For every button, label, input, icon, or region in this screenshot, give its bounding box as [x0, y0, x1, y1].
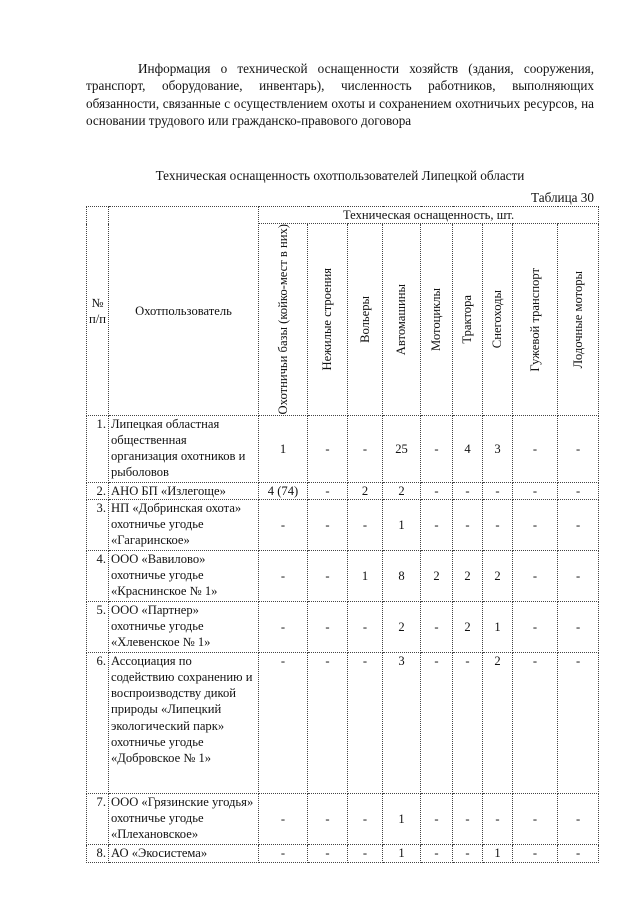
value-cell: 8	[383, 550, 421, 601]
user-name: Липецкая областная общественная организация охотников и рыболовов	[109, 415, 259, 482]
value-cell: -	[421, 652, 453, 793]
row-number: 1.	[87, 415, 109, 482]
value-cell: -	[308, 415, 348, 482]
header-group: Техническая оснащенность, шт.	[259, 207, 599, 224]
value-cell: 2	[483, 550, 513, 601]
value-cell: -	[513, 482, 558, 499]
value-cell: -	[558, 793, 599, 844]
value-cell: -	[308, 499, 348, 550]
value-cell: -	[558, 499, 599, 550]
user-name: ООО «Вавилово» охотничье угодье «Краснинское № 1»	[109, 550, 259, 601]
user-name: ООО «Грязинские угодья» охотничье угодье «Плехановское»	[109, 793, 259, 844]
col-header: Вольеры	[348, 224, 383, 415]
value-cell: -	[308, 482, 348, 499]
value-cell: 3	[383, 652, 421, 793]
value-cell: -	[453, 499, 483, 550]
value-cell: -	[259, 652, 308, 793]
value-cell: 25	[383, 415, 421, 482]
user-name: Ассоциация по содействию сохранению и воспроизводству дикой природы «Липецкий экологический парк» охотничье угодье «Добровское № 1»	[109, 652, 259, 793]
header-user: Охотпользователь	[109, 207, 259, 416]
table-row	[87, 793, 599, 844]
value-cell: -	[513, 415, 558, 482]
col-header: Трактора	[453, 224, 483, 415]
value-cell: -	[421, 793, 453, 844]
table-row	[87, 415, 599, 482]
value-cell: -	[453, 844, 483, 862]
col-header: Нежилые строения	[308, 224, 348, 415]
value-cell: 2	[348, 482, 383, 499]
value-cell: -	[513, 601, 558, 652]
value-cell: -	[308, 793, 348, 844]
value-cell: 1	[348, 550, 383, 601]
value-cell: -	[348, 652, 383, 793]
value-cell: -	[259, 499, 308, 550]
intro-paragraph: Информация о технической оснащенности хозяйств (здания, сооружения, транспорт, оборудование, инвентарь), численность работников, выполняющих обязанности, связанные с осуществлением охоты и сохранением охотничьих ресурсов, на основании трудового или гражданско-правового договора	[86, 61, 594, 129]
value-cell: -	[513, 499, 558, 550]
col-header: Гужевой транспорт	[513, 224, 558, 415]
value-cell: -	[421, 415, 453, 482]
value-cell: -	[259, 844, 308, 862]
row-number: 4.	[87, 550, 109, 601]
col-header: Мотоциклы	[421, 224, 453, 415]
user-name: АНО БП «Излегоще»	[109, 482, 259, 499]
value-cell: 3	[483, 415, 513, 482]
value-cell: -	[421, 482, 453, 499]
value-cell: 1	[483, 844, 513, 862]
row-number: 7.	[87, 793, 109, 844]
user-name: АО «Экосистема»	[109, 844, 259, 862]
value-cell: 4	[453, 415, 483, 482]
value-cell: -	[483, 499, 513, 550]
value-cell: -	[348, 415, 383, 482]
value-cell: 2	[453, 550, 483, 601]
value-cell: 2	[453, 601, 483, 652]
value-cell: 2	[421, 550, 453, 601]
value-cell: -	[483, 793, 513, 844]
value-cell: 2	[383, 601, 421, 652]
table-row	[87, 652, 599, 793]
value-cell: -	[421, 499, 453, 550]
value-cell: -	[421, 601, 453, 652]
value-cell: 1	[383, 844, 421, 862]
value-cell: 2	[383, 482, 421, 499]
row-number: 6.	[87, 652, 109, 793]
value-cell: -	[259, 793, 308, 844]
row-number: 5.	[87, 601, 109, 652]
col-header: Лодочные моторы	[558, 224, 599, 415]
user-name: НП «Добринская охота» охотничье угодье «Гагаринское»	[109, 499, 259, 550]
value-cell: -	[558, 415, 599, 482]
value-cell: -	[308, 844, 348, 862]
value-cell: -	[348, 844, 383, 862]
value-cell: -	[453, 482, 483, 499]
value-cell: -	[558, 550, 599, 601]
row-number: 3.	[87, 499, 109, 550]
value-cell: -	[483, 482, 513, 499]
value-cell: -	[348, 499, 383, 550]
value-cell: -	[513, 844, 558, 862]
value-cell: -	[513, 793, 558, 844]
value-cell: -	[348, 793, 383, 844]
value-cell: 1	[383, 793, 421, 844]
row-number: 2.	[87, 482, 109, 499]
value-cell: -	[348, 601, 383, 652]
value-cell: -	[308, 601, 348, 652]
row-number: 8.	[87, 844, 109, 862]
table-row	[87, 844, 599, 862]
table-caption: Техническая оснащенность охотпользователей Липецкой области	[155, 168, 525, 183]
value-cell: -	[513, 652, 558, 793]
value-cell: -	[259, 550, 308, 601]
value-cell: -	[453, 793, 483, 844]
value-cell: -	[259, 601, 308, 652]
table-number: Таблица 30	[531, 190, 594, 205]
value-cell: -	[513, 550, 558, 601]
value-cell: -	[421, 844, 453, 862]
value-cell: 4 (74)	[259, 482, 308, 499]
table-row	[87, 601, 599, 652]
value-cell: 2	[483, 652, 513, 793]
value-cell: 1	[483, 601, 513, 652]
value-cell: -	[453, 652, 483, 793]
value-cell: -	[558, 844, 599, 862]
header-no: № п/п	[87, 207, 109, 416]
value-cell: 1	[259, 415, 308, 482]
value-cell: -	[308, 652, 348, 793]
value-cell: 1	[383, 499, 421, 550]
value-cell: -	[558, 601, 599, 652]
table-row	[87, 499, 599, 550]
value-cell: -	[558, 482, 599, 499]
value-cell: -	[308, 550, 348, 601]
value-cell: -	[558, 652, 599, 793]
table-row	[87, 482, 599, 499]
user-name: ООО «Партнер» охотничье угодье «Хлевенское № 1»	[109, 601, 259, 652]
table-row	[87, 550, 599, 601]
col-header: Автомашины	[383, 224, 421, 415]
col-header: Охотничьи базы (койко-мест в них)	[259, 224, 308, 415]
col-header: Снегоходы	[483, 224, 513, 415]
equipment-table	[86, 206, 599, 863]
